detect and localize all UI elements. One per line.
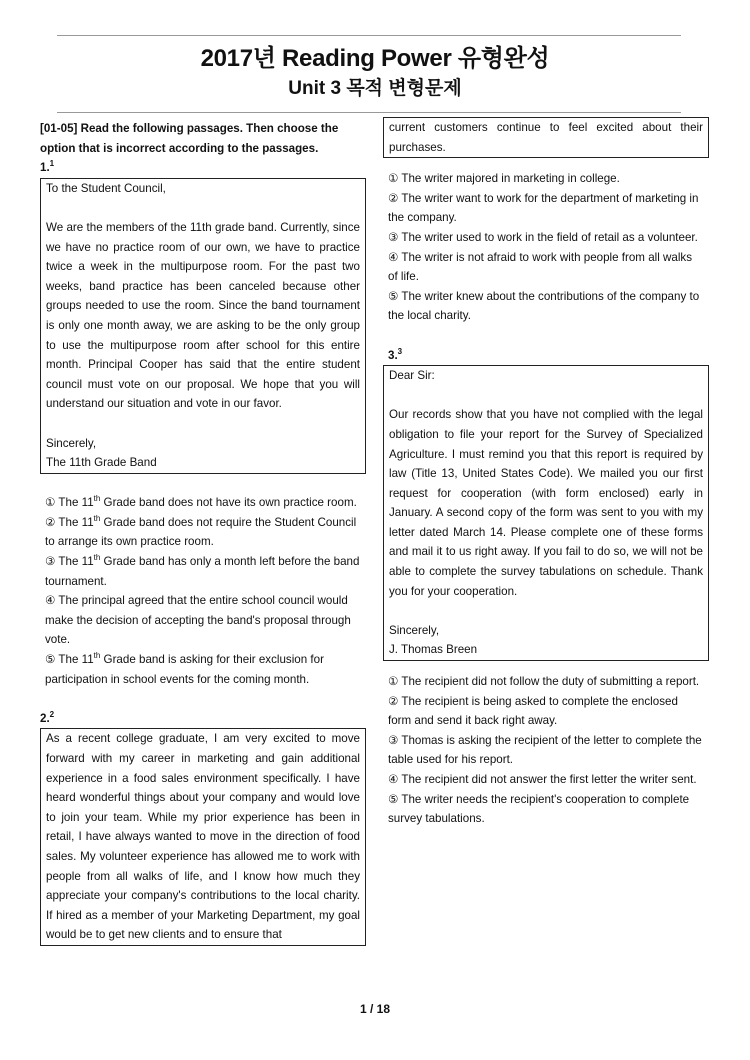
option: ③ The 11th Grade band has only a month left before the band tournament. [45,553,360,588]
closing: Sincerely, [46,436,97,450]
question-1-passage [40,178,366,474]
question-2-number: 2.$^2$ [40,709,55,725]
question-2-passage-part1: As a recent college graduate, I am very excited to move forward with my career in marketing and gain additional experience in a food sales environment specifically. I have heard wonderful things about your company and would love to join your team. While my prior experience has been in retail, I have always wanted to move in the direction of food sales. My volunteer experience has allowed me to work with people from all walks of life, and I know how much they appreciate your company's contributions to the local charity. If hired as a member of your Marketing Department, my goal would be to get new clients and to ensure that [40,728,366,946]
passage-body: Our records show that you have not complied with the legal obligation to file your report for the Survey of Specialized Agriculture. I must remind you that this report is required by law (Title 13, United States Code). We mailed you our first request for cooperation (with form enclosed) early in January. A second copy of the form was sent to you with my letter dated March 14. Please complete one of these forms and mail it to us right away. If you fail to do so, we will not be able to complete the survey tabulations on schedule. Thank you for your cooperation. [389,408,703,598]
option: ④ The principal agreed that the entire school council would make the decision of accepting the band's proposal through vote. [45,594,351,647]
instructions: [01-05] Read the following passages. Then choose the option that is incorrect according to the passages. [40,122,339,155]
page-number: 1 / 18 [359,1002,391,1016]
option: ② The writer want to work for the department of marketing in the company. [388,191,699,225]
question-1-options [45,493,361,689]
option: ① The 11th Grade band does not have its own practice room. [45,494,357,510]
question-3-number: 3.$^3$ [388,346,403,362]
header-rule [57,112,681,113]
option: ③ Thomas is asking the recipient of the letter to complete the table used for his report. [388,733,702,767]
left-column [40,119,366,946]
question-3-passage [383,365,709,661]
option: ① The writer majored in marketing in college. [388,172,620,186]
document-subtitle: Unit 3 목적 변형문제 [288,78,462,99]
option: ③ The writer used to work in the field of retail as a volunteer. [388,230,698,244]
question-3-options [388,672,704,829]
question-1-number: 1.$^1$ [40,159,55,175]
document-title: 2017년 Reading Power 유형완성 [200,45,550,72]
salutation: To the Student Council, [46,181,166,195]
option: ② The 11th Grade band does not require the Student Council to arrange its own practice room. [45,514,357,549]
option: ⑤ The writer knew about the contributions of the company to the local charity. [388,289,700,323]
question-2-passage-part2: current customers continue to feel excited about their purchases. [383,117,709,158]
option: ① The recipient did not follow the duty of submitting a report. [388,675,700,689]
option: ④ The writer is not afraid to work with people from all walks of life. [388,250,693,284]
top-rule [57,35,681,36]
question-2-options [388,169,704,326]
option: ② The recipient is being asked to complete the enclosed form and send it back right away. [388,694,678,728]
option: ⑤ The 11th Grade band is asking for their exclusion for participation in school events for the coming month. [45,651,324,686]
closing: Sincerely, [389,623,440,637]
signature: J. Thomas Breen [389,643,478,657]
right-column [383,117,709,829]
signature: The 11th Grade Band [46,456,157,470]
passage-body: We are the members of the 11th grade band. Currently, since we have no practice room of our own, we have to practice twice a week in the multipurpose room. For the past two weeks, band practice has been canceled because other groups needed to use the room. Since the band tournament is only one month away, we are asking to be the only group to use the multipurpose room after school for this entire month. Principal Cooper has said that the entire student council must vote on our proposal. We hope that you will understand our situation and vote in our favor. [46,220,360,411]
option: ⑤ The writer needs the recipient's cooperation to complete survey tabulations. [388,792,690,826]
salutation: Dear Sir: [389,369,435,383]
option: ④ The recipient did not answer the first letter the writer sent. [388,773,697,786]
